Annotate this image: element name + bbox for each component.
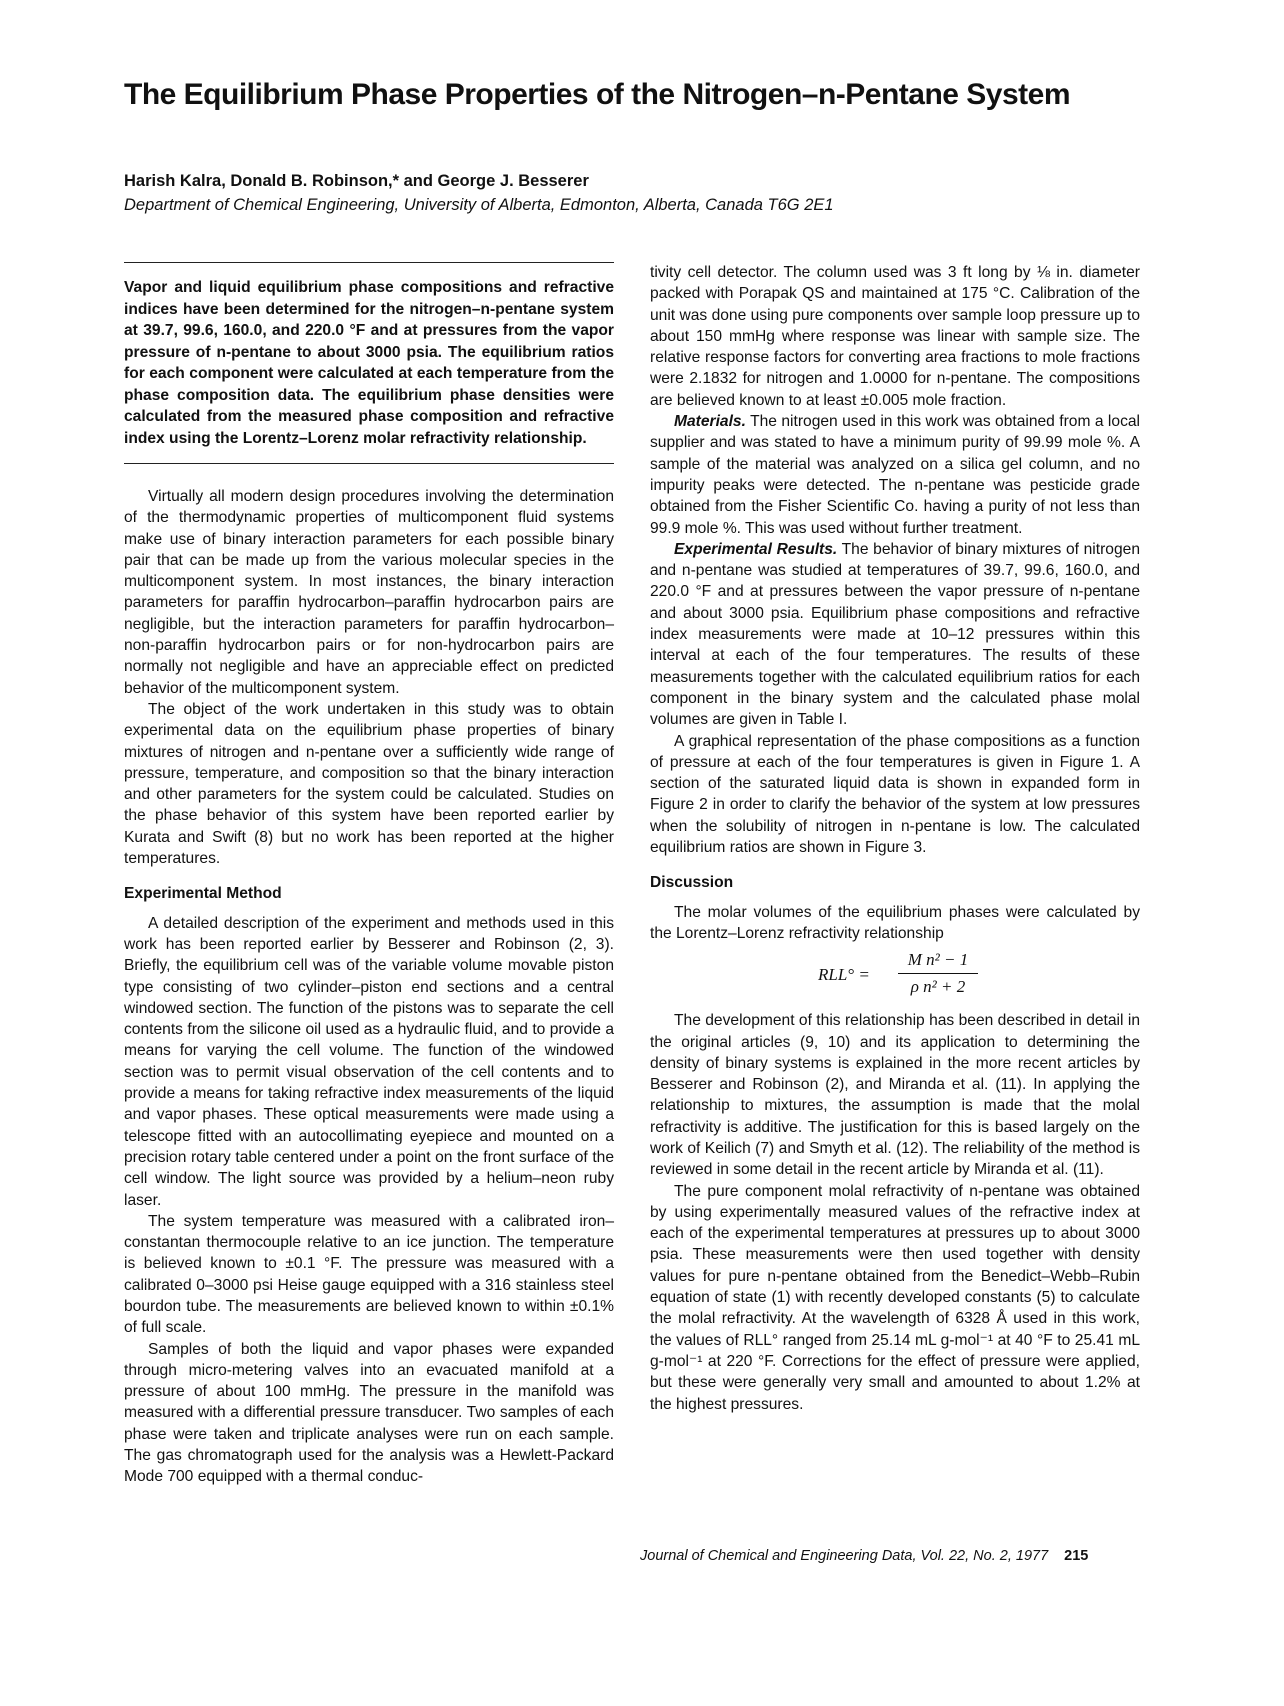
equation-numerator: M n² − 1 xyxy=(907,950,969,970)
affiliation: Department of Chemical Engineering, University of Alberta, Edmonton, Alberta, Canada T6G 2E1 xyxy=(124,196,834,214)
page-footer xyxy=(640,1548,1088,1564)
results-paragraph xyxy=(650,539,1140,731)
author-list: Harish Kalra, Donald B. Robinson,* and George J. Besserer xyxy=(124,172,589,190)
results-text: The behavior of binary mixtures of nitrogen and n-pentane was studied at temperatures of 39.7, 99.6, 160.0, and 220.0 °F and at pressures between the vapor pressure of n-pentane and about 3000 psia. Equilibrium phase compositions and refractive index measurements were made at 10–12 pressures within this interval at each of the four temperatures. The results of these measurements together with the calculated equilibrium ratios for each component in the binary system and the calculated phase molal volumes are given in Table I. xyxy=(650,540,1140,729)
right-column xyxy=(650,262,1140,1415)
method-continuation: tivity cell detector. The column used was 3 ft long by ⅛ in. diameter packed with Porapak QS and maintained at 175 °C. Calibration of the unit was done using pure components over sample loop pressure up to about 150 mmHg where response was linear with sample size. The relative response factors for converting area fractions to mole fractions were 2.1832 for nitrogen and 1.0000 for n-pentane. The compositions are believed known to at least ±0.005 mole fraction. xyxy=(650,264,1140,409)
equation-denominator: ρ n² + 2 xyxy=(910,977,966,997)
lorentz-lorenz-equation xyxy=(650,946,1140,1006)
results-label: Experimental Results. xyxy=(674,540,838,558)
abstract: Vapor and liquid equilibrium phase compositions and refractive indices have been determined for the nitrogen–n-pentane system at 39.7, 99.6, 160.0, and 220.0 °F and at pressures from the vapor pressure of n-pentane to about 3000 psia. The equilibrium ratios for each component were calculated at each temperature from the phase composition data. The equilibrium phase densities were calculated from the measured phase composition and refractive index using the Lorentz–Lorenz molar refractivity relationship. xyxy=(124,279,614,447)
section-heading-method: Experimental Method xyxy=(124,885,282,903)
materials-label: Materials. xyxy=(674,413,746,431)
method-paragraph-3: Samples of both the liquid and vapor phases were expanded through micro-metering valves into an evacuated manifold at a pressure of about 100 mmHg. The pressure in the manifold was measured with a differential pressure transducer. Two samples of each phase were taken and triplicate analyses were run on each sample. The gas chromatograph used for the analysis was a Hewlett-Packard Mode 700 equipped with a thermal conduc- xyxy=(124,1340,614,1486)
equation-lhs: RLL° = xyxy=(818,965,870,985)
materials-paragraph xyxy=(650,411,1140,539)
graph-paragraph: A graphical representation of the phase compositions as a function of pressure at each of the four temperatures is given in Figure 1. A section of the saturated liquid data is shown in expanded form in Figure 2 in order to clarify the behavior of the system at low pressures when the solubility of nitrogen in n-pentane is low. The calculated equilibrium ratios are shown in Figure 3. xyxy=(650,732,1140,857)
development-paragraph: The development of this relationship has been described in detail in the original articles (9, 10) and its application to determining the density of binary systems is explained in the more recent articles by Besserer and Robinson (2), and Miranda et al. (11). In applying the relationship to mixtures, the assumption is made that the molal refractivity is additive. The justification for this is based largely on the work of Keilich (7) and Smyth et al. (12). The reliability of the method is reviewed in some detail in the recent article by Miranda et al. (11). xyxy=(650,1012,1140,1179)
method-paragraph-2: The system temperature was measured with a calibrated iron–constantan thermocouple relative to an ice junction. The temperature is believed known to ±0.1 °F. The pressure was measured with a calibrated 0–3000 psi Heise gauge equipped with a 316 stainless steel bourdon tube. The measurements are believed known to within ±0.1% of full scale. xyxy=(124,1212,614,1337)
section-heading-discussion: Discussion xyxy=(650,874,734,892)
left-column xyxy=(124,262,614,1488)
intro-paragraph-2: The object of the work undertaken in this study was to obtain experimental data on the equilibrium phase properties of binary mixtures of nitrogen and n-pentane over a sufficiently wide range of pressure, temperature, and composition so that the binary interaction and other parameters for the system could be calculated. Studies on the phase behavior of this system have been reported earlier by Kurata and Swift (8) but no work has been reported at the higher temperatures. xyxy=(124,700,614,868)
journal-citation: Journal of Chemical and Engineering Data, Vol. 22, No. 2, 1977 xyxy=(640,1548,1049,1564)
equation-fraction xyxy=(898,948,978,999)
page-number: 215 xyxy=(1064,1548,1089,1564)
discussion-intro: The molar volumes of the equilibrium phases were calculated by the Lorentz–Lorenz refractivity relationship xyxy=(650,903,1140,942)
intro-paragraph-1: Virtually all modern design procedures involving the determination of the thermodynamic properties of multicomponent fluid systems make use of binary interaction parameters for each possible binary pair that can be made up from the various molecular species in the multicomponent system. In most instances, the binary interaction parameters for paraffin hydrocarbon–paraffin hydrocarbon pairs are negligible, but the interaction parameters for paraffin hydrocarbon–non-paraffin hydrocarbon pairs or for non-hydrocarbon pairs are normally not negligible and have an appreciable effect on predicted behavior of the multicomponent system. xyxy=(124,488,614,697)
fraction-bar xyxy=(898,973,978,974)
pure-component-paragraph: The pure component molal refractivity of n-pentane was obtained by using experimentally measured values of the refractive index at each of the experimental temperatures at pressures up to about 3000 psia. These measurements were then used together with density values for pure n-pentane obtained from the Benedict–Webb–Rubin equation of state (1) with recently developed constants (5) to calculate the molal refractivity. At the wavelength of 6328 Å used in this work, the values of RLL° ranged from 25.14 mL g-mol⁻¹ at 40 °F to 25.41 mL g-mol⁻¹ at 220 °F. Corrections for the effect of pressure were applied, but these were generally very small and amounted to about 1.2% at the highest pressures. xyxy=(650,1182,1140,1413)
paper-title: The Equilibrium Phase Properties of the Nitrogen–n-Pentane System xyxy=(124,78,1071,111)
method-paragraph-1: A detailed description of the experiment and methods used in this work has been reported earlier by Besserer and Robinson (2, 3). Briefly, the equilibrium cell was of the variable volume movable piston type consisting of two cylinder–piston end sections and a central windowed section. The function of the pistons was to separate the cell contents from the silicone oil used as a hydraulic fluid, and to provide a means for varying the cell volume. The function of the windowed section was to permit visual observation of the cell contents and to provide a means for taking refractive index measurements of the liquid and vapor phases. These optical measurements were made using a telescope fitted with an autocollimating eyepiece and mounted on a precision rotary table centered under a point on the front surface of the cell window. The light source was provided by a helium–neon ruby laser. xyxy=(124,914,614,1209)
materials-text: The nitrogen used in this work was obtained from a local supplier and was stated to have a minimum purity of 99.99 mole %. A sample of the material was analyzed on a silica gel column, and no impurity peaks were detected. The n-pentane was pesticide grade obtained from the Fisher Scientific Co. having a purity of not less than 99.9 mole %. This was used without further treatment. xyxy=(650,413,1140,537)
